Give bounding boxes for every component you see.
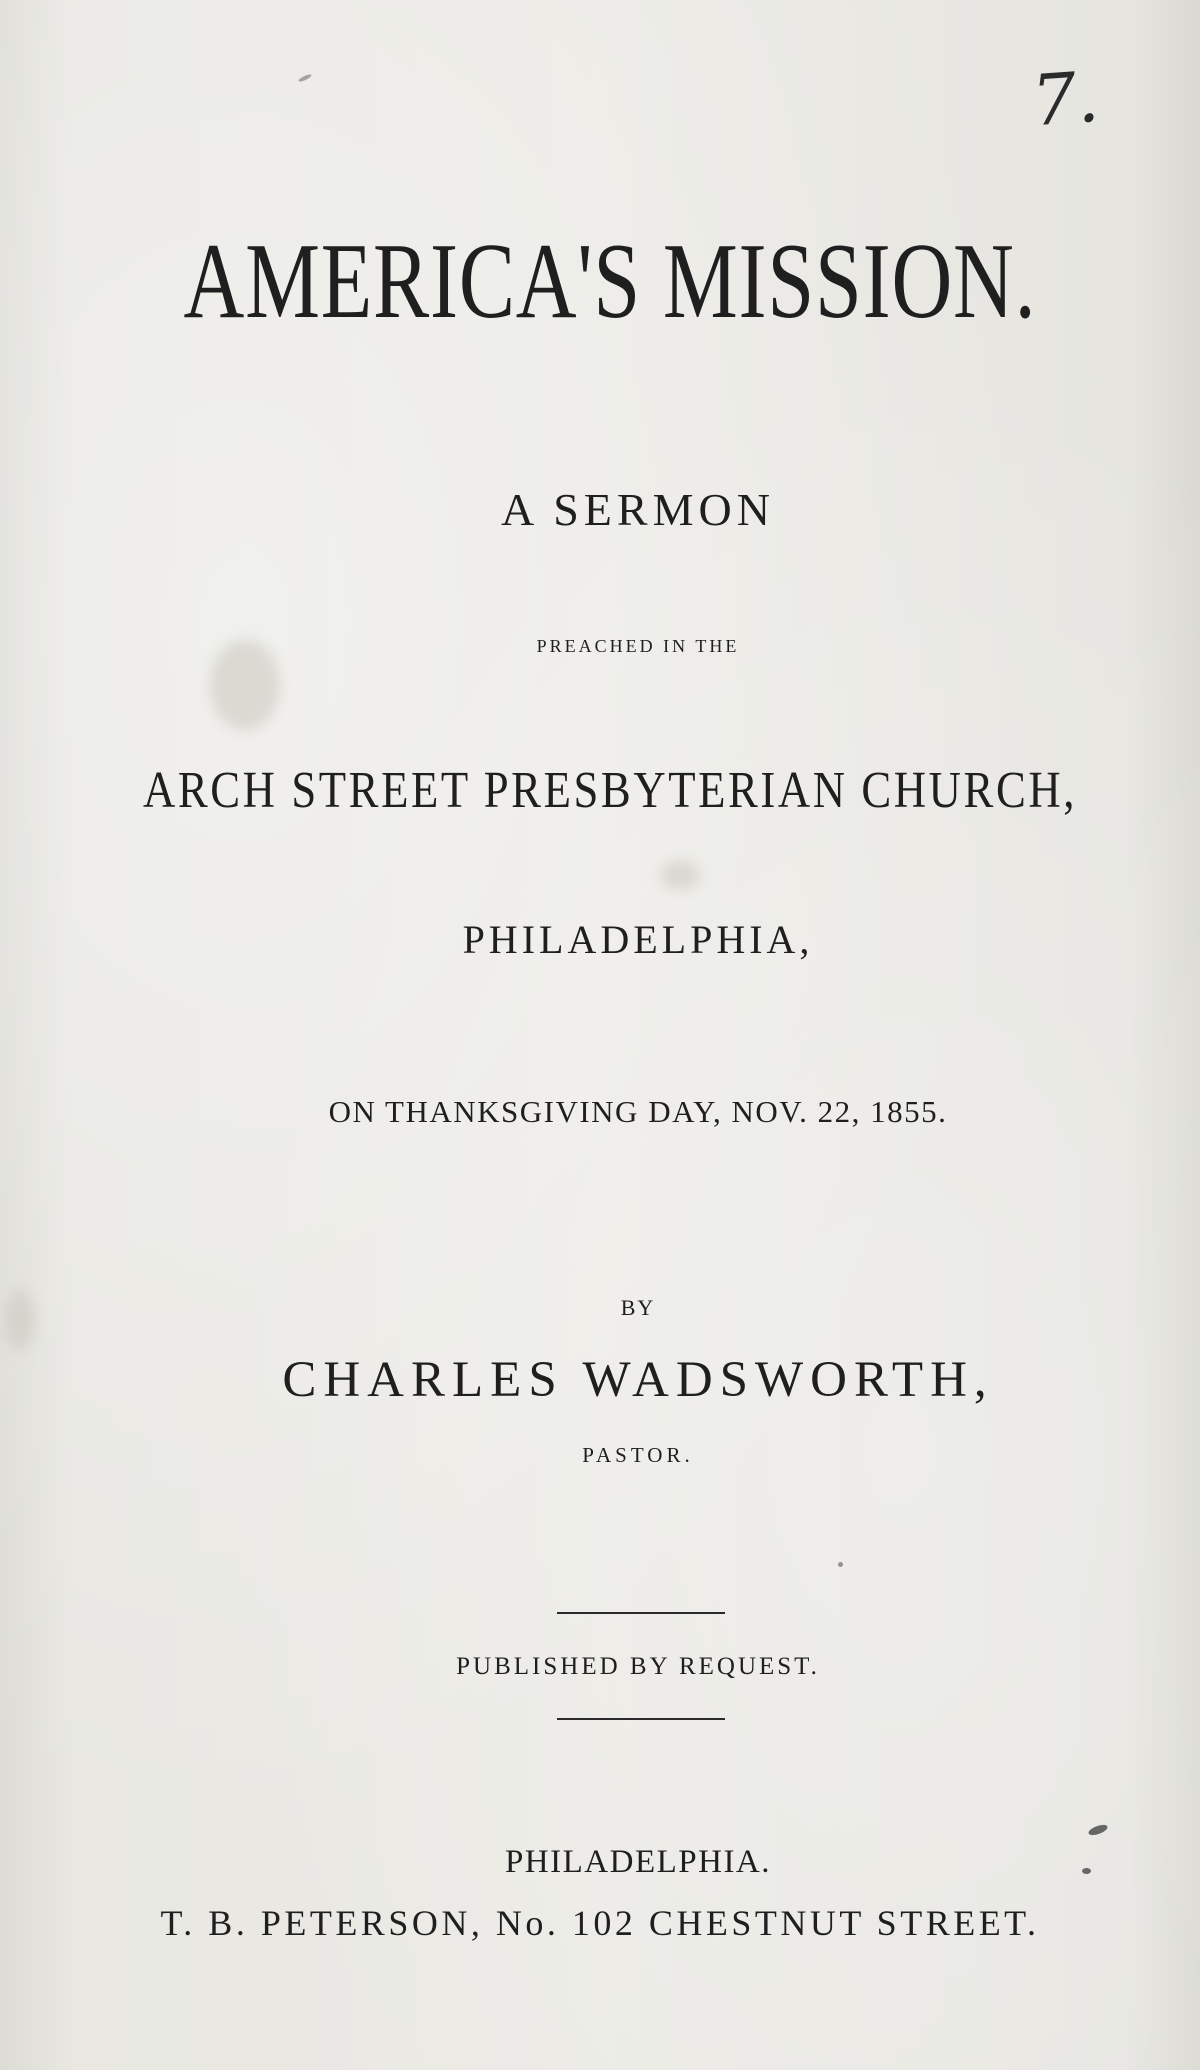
by-line: BY <box>620 1295 656 1320</box>
published-note: PUBLISHED BY REQUEST. <box>456 1653 820 1680</box>
divider-rule <box>557 1612 725 1614</box>
handwritten-shelfmark: 7. <box>1029 55 1102 143</box>
author-role: PASTOR. <box>582 1443 694 1467</box>
imprint-city: PHILADELPHIA. <box>504 1844 772 1880</box>
author-name: CHARLES WADSWORTH, <box>282 1352 994 1408</box>
book-title: AMERICA'S MISSION. <box>183 222 1037 341</box>
document-type: A SERMON <box>501 484 775 535</box>
paper-stain <box>5 1290 35 1350</box>
occasion-date: ON THANKSGIVING DAY, NOV. 22, 1855. <box>328 1094 948 1129</box>
paper-stain <box>660 860 700 890</box>
ink-blot <box>298 73 312 83</box>
church-city: PHILADELPHIA, <box>462 917 814 962</box>
divider-rule <box>557 1718 725 1720</box>
church-name: ARCH STREET PRESBYTERIAN CHURCH, <box>142 762 1078 819</box>
ink-blot <box>1087 1823 1109 1837</box>
preached-line: PREACHED IN THE <box>536 636 740 656</box>
imprint-publisher: T. B. PETERSON, No. 102 CHESTNUT STREET. <box>160 1903 1040 1943</box>
ink-blot <box>1082 1868 1091 1874</box>
ink-blot <box>838 1562 843 1567</box>
